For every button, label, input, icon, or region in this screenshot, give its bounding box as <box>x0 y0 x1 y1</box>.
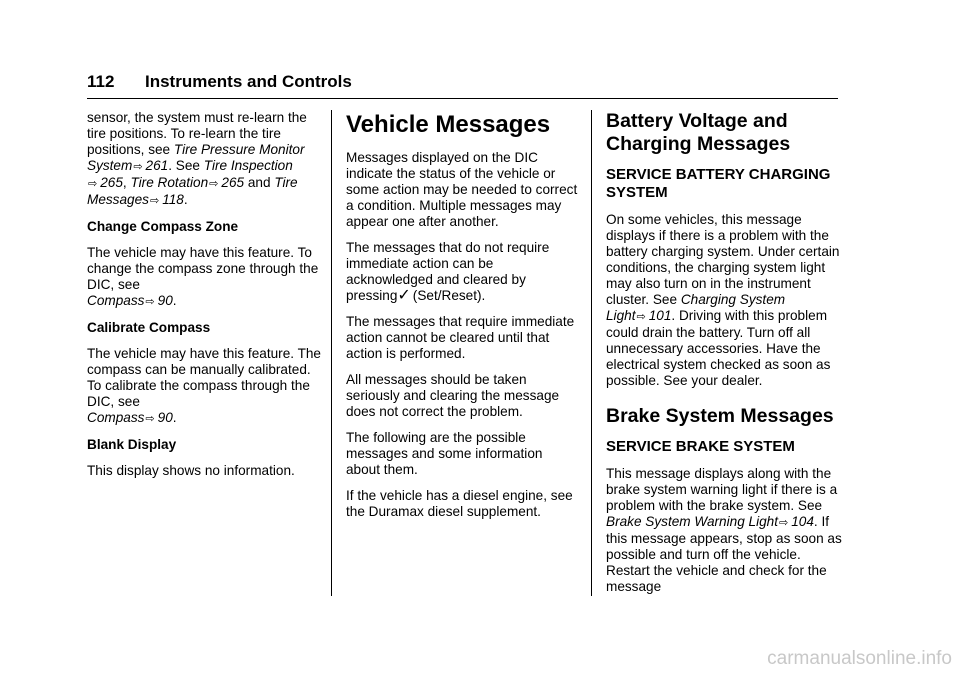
paragraph-change-compass: The vehicle may have this feature. To change the compass zone through the DIC, see Compass⇨ 90. <box>87 245 319 308</box>
heading-change-compass-zone: Change Compass Zone <box>87 219 239 234</box>
paragraph-dic-messages: Messages displayed on the DIC indicate the status of the vehicle or some action may be needed to correct a condition. Multiple messages may appear one after another. <box>346 150 578 229</box>
heading-brake-system: Brake System Messages <box>606 405 834 427</box>
column-divider-2 <box>591 110 592 596</box>
page-ref-arrow-icon: ⇨ <box>88 178 98 190</box>
page-ref[interactable]: 104 <box>791 514 814 529</box>
page-ref-arrow-icon: ⇨ <box>145 296 155 308</box>
page-number: 112 <box>87 72 115 91</box>
link-compass[interactable]: Compass <box>87 293 145 308</box>
page-ref[interactable]: 261 <box>145 158 169 173</box>
heading-battery-voltage: Battery Voltage and Charging Messages <box>606 110 791 155</box>
page-header <box>87 72 838 98</box>
paragraph-brake-system: This message displays along with the brake system warning light if there is a problem with the brake system. See Brake System Warning Light⇨ 104. If this message appears, stop as soon as possible and turn off the vehicle. Restart the vehicle and check for the message <box>606 466 842 594</box>
column-3 <box>606 110 842 605</box>
page-ref-arrow-icon: ⇨ <box>779 517 789 529</box>
subheading-service-brake: SERVICE BRAKE SYSTEM <box>606 438 795 455</box>
paragraph-take-seriously: All messages should be taken seriously and clearing the message does not correct the problem. <box>346 372 560 419</box>
heading-vehicle-messages: Vehicle Messages <box>346 111 551 138</box>
section-title: Instruments and Controls <box>145 72 352 91</box>
paragraph-tire-relearn: sensor, the system must re-learn the tire positions. To re-learn the tire positions, see Tire Pressure Monitor System⇨ 261. See Tire Inspection ⇨ 265, Tire Rotation⇨ 265 and Tire Messages⇨ 118. <box>87 110 307 207</box>
paragraph-acknowledge: The messages that do not require immediate action can be acknowledged and cleared by pressing✓ (Set/Reset). <box>346 240 550 304</box>
page-ref-arrow-icon: ⇨ <box>133 161 143 173</box>
page-ref-arrow-icon: ⇨ <box>145 413 155 425</box>
column-1 <box>87 110 325 489</box>
paragraph-immediate-action: The messages that require immediate action cannot be cleared until that action is performed. <box>346 314 575 361</box>
page-ref-arrow-icon: ⇨ <box>636 311 646 323</box>
watermark: carmanualsonline.info <box>767 648 952 669</box>
paragraph-possible-messages: The following are the possible messages and some information about them. <box>346 430 543 477</box>
page-ref[interactable]: 90 <box>157 293 173 308</box>
column-2 <box>346 110 578 530</box>
checkmark-icon: ✓ <box>397 287 411 304</box>
link-tire-messages[interactable]: Tire Messages <box>87 175 298 207</box>
link-brake-system-warning-light[interactable]: Brake System Warning Light <box>606 514 779 529</box>
paragraph-diesel: If the vehicle has a diesel engine, see the Duramax diesel supplement. <box>346 488 573 519</box>
page-ref-arrow-icon: ⇨ <box>209 178 219 190</box>
column-divider-1 <box>331 110 332 596</box>
heading-calibrate-compass: Calibrate Compass <box>87 320 211 335</box>
link-charging-system-light[interactable]: Charging System Light <box>606 292 786 323</box>
page-ref[interactable]: 101 <box>648 308 672 323</box>
paragraph-calibrate-compass: The vehicle may have this feature. The compass can be manually calibrated. To calibrate the compass through the DIC, see Compass⇨ 90. <box>87 346 321 425</box>
heading-blank-display: Blank Display <box>87 437 177 452</box>
page-ref[interactable]: 118 <box>162 192 184 207</box>
link-tire-inspection[interactable]: Tire Inspection <box>203 158 293 173</box>
page-ref[interactable]: 265 <box>221 175 245 190</box>
header-rule <box>87 98 838 99</box>
subheading-service-battery: SERVICE BATTERY CHARGING SYSTEM <box>606 166 831 201</box>
paragraph-battery-charging: On some vehicles, this message displays if there is a problem with the battery charging system. Under certain conditions, the charging system light may also turn on in the instrument cluster. See Charging System Light⇨ 101. Driving with this problem could drain the battery. Turn off all unnecessary accessories. Have the electrical system checked as soon as possible. See your dealer. <box>606 212 840 388</box>
paragraph-blank-display: This display shows no information. <box>87 463 295 478</box>
link-compass[interactable]: Compass <box>87 410 145 425</box>
link-tire-rotation[interactable]: Tire Rotation <box>130 175 209 190</box>
page-ref[interactable]: 90 <box>157 410 173 425</box>
page-ref[interactable]: 265 <box>100 175 123 190</box>
page-ref-arrow-icon: ⇨ <box>149 195 160 207</box>
link-tire-pressure-monitor[interactable]: Tire Pressure Monitor System <box>87 142 305 173</box>
